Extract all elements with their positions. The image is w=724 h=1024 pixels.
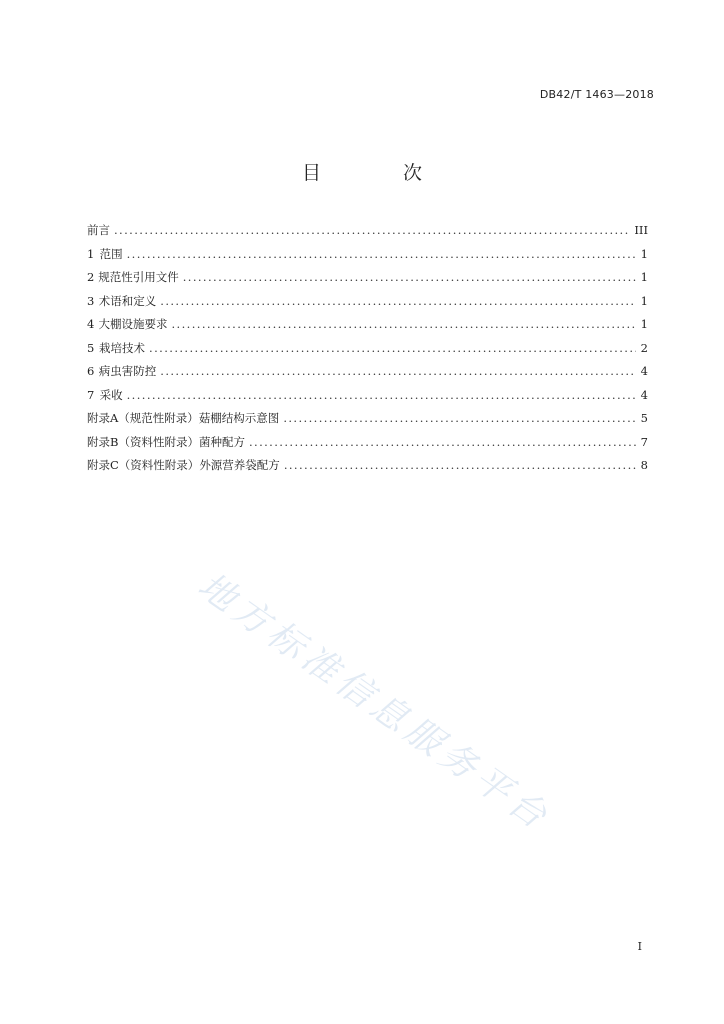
toc-entry-pest-control[interactable]: [87, 360, 648, 384]
toc-entry-page: III: [634, 223, 648, 237]
toc-leader-dots: [284, 454, 636, 478]
toc-entry-appendix-c[interactable]: [87, 454, 648, 478]
toc-entry-number: 2: [87, 270, 95, 284]
toc-entry-page: 5: [640, 411, 648, 425]
toc-entry-label: 大棚设施要求: [98, 317, 168, 331]
toc-entry-greenhouse-requirements[interactable]: [87, 313, 648, 337]
toc-leader-dots: [114, 219, 630, 243]
toc-leader-dots: [249, 431, 636, 455]
toc-entry-page: 1: [640, 270, 648, 284]
toc-entry-terms[interactable]: [87, 290, 648, 314]
toc-appendix-code: 附录A（规范性附录）: [87, 411, 199, 425]
toc-entry-label: 栽培技术: [99, 340, 146, 355]
toc-title: 目 次: [301, 162, 461, 184]
toc-leader-dots: [183, 266, 636, 290]
toc-leader-dots: [160, 360, 636, 384]
table-of-contents: [87, 219, 648, 478]
toc-leader-dots: [283, 407, 636, 431]
toc-leader-dots: [127, 384, 636, 408]
toc-entry-number: 1: [87, 246, 95, 261]
toc-entry-label: 病虫害防控: [98, 364, 157, 378]
toc-entry-label: 采收: [99, 387, 123, 402]
toc-entry-page: 1: [640, 293, 648, 308]
toc-entry-page: 1: [640, 317, 648, 331]
toc-entry-label: 规范性引用文件: [98, 270, 179, 284]
watermark: 地方标准信息服务平台: [190, 565, 559, 840]
toc-entry-appendix-a[interactable]: [87, 407, 648, 431]
toc-entry-label: 前言: [87, 223, 110, 237]
toc-entry-number: 6: [87, 364, 95, 378]
toc-entry-number: 3: [87, 293, 95, 308]
toc-entry-number: 7: [87, 387, 95, 402]
toc-appendix-code: 附录C（资料性附录）: [87, 458, 200, 472]
toc-entry-label: 外源营养袋配方: [199, 458, 280, 472]
toc-entry-label: 菌种配方: [198, 434, 245, 449]
toc-leader-dots: [171, 313, 636, 337]
toc-entry-label: 术语和定义: [98, 293, 157, 308]
toc-leader-dots: [160, 290, 636, 314]
standard-code: DB42/T 1463—2018: [539, 88, 654, 101]
page-number: I: [637, 940, 642, 953]
toc-entry-normative-references[interactable]: [87, 266, 648, 290]
toc-entry-page: 7: [640, 434, 648, 449]
toc-leader-dots: [127, 243, 636, 267]
toc-entry-page: 4: [640, 387, 648, 402]
toc-entry-cultivation[interactable]: [87, 337, 648, 361]
toc-entry-number: 5: [87, 340, 95, 355]
toc-entry-label: 范围: [99, 246, 123, 261]
toc-entry-page: 8: [640, 458, 648, 472]
toc-entry-scope[interactable]: [87, 243, 648, 267]
toc-entry-page: 4: [640, 364, 648, 378]
toc-appendix-code: 附录B（资料性附录）: [87, 434, 199, 449]
toc-leader-dots: [149, 337, 636, 361]
toc-entry-label: 菇棚结构示意图: [198, 411, 280, 425]
toc-entry-appendix-b[interactable]: [87, 431, 648, 455]
toc-entry-page: 2: [640, 340, 648, 355]
toc-entry-foreword[interactable]: [87, 219, 648, 243]
toc-entry-number: 4: [87, 317, 95, 331]
toc-entry-harvest[interactable]: [87, 384, 648, 408]
toc-entry-page: 1: [640, 246, 648, 261]
